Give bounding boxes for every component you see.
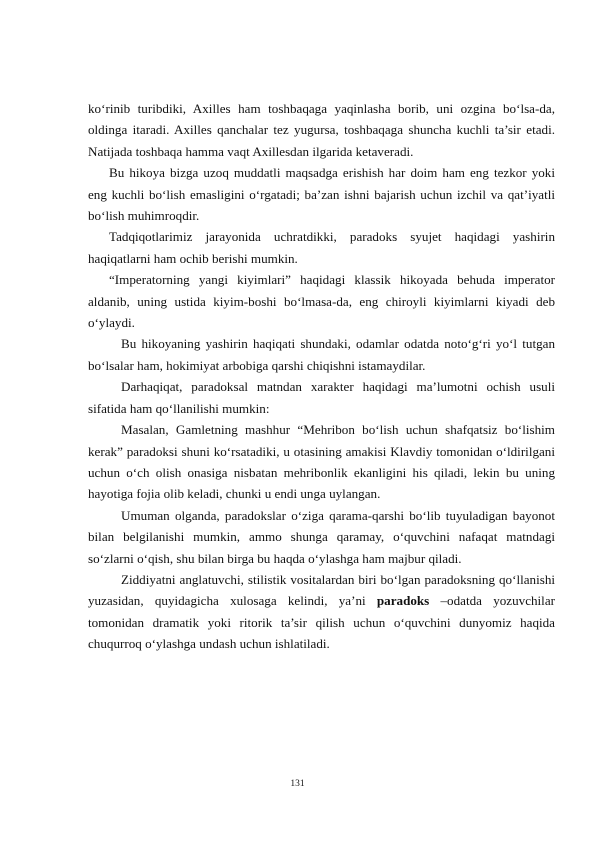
page-number: 131 [290,779,305,789]
paragraph-paradox-definition: Umuman olganda, paradokslar o‘ziga qarama-qarshi bo‘lib tuyuladigan bayonot bilan belgilanishi mumkin, ammo shunga qaramay, o‘quvchini nafaqat matndagi so‘zlarni o‘qish, shu bilan birga bu haqda o‘ylashga ham majbur qiladi. [88,507,555,566]
document-body [88,98,555,655]
paragraph-story-lesson: Bu hikoya bizga uzoq muddatli maqsadga erishish har doim ham eng tezkor yoki eng kuchli bo‘lish emasligini o‘rgatadi; ba’zan ishni bajarish uchun izchil va qat’iyatli bo‘lish muhimroqdir. [88,165,555,224]
conclusion-text-after: –odatda yozuvchilar tomonidan dramatik yoki ritorik ta’sir qilish uchun o‘quvchini dunyomiz haqida chuqurroq o‘ylashga undash uchun ishlatiladi. [88,593,555,652]
paragraph-hidden-truth: Bu hikoyaning yashirin haqiqati shundaki, odamlar odatda noto‘g‘ri yo‘l tutgan bo‘lsalar ham, hokimiyat arbobiga qarshi chiqishni istamaydilar. [88,336,555,373]
paragraph-conclusion [88,569,555,655]
paragraph-character-method: Darhaqiqat, paradoksal matndan xarakter haqidagi ma’lumotni ochish usuli sifatida ham qo‘llanilishi mumkin: [88,379,555,416]
conclusion-text-before: Ziddiyatni anglatuvchi, stilistik vositalardan biri bo‘lgan paradoksning qo‘llanishi yuzasidan, quyidagicha xulosaga kelindi, ya’ni [88,571,555,609]
conclusion-bold-term: paradoks [376,593,430,609]
paragraph-achilles-continuation: ko‘rinib turibdiki, Axilles ham toshbaqaga yaqinlasha borib, uni ozgina bo‘lsa-da, oldinga itaradi. Axilles qanchalar tez yugursa, toshbaqaga shuncha kuchli ta’sir etadi. Natijada toshbaqa hamma vaqt Axillesdan ilgarida ketaveradi. [88,101,555,159]
paragraph-research-finding: Tadqiqotlarimiz jarayonida uchratdikki, paradoks syujet haqidagi yashirin haqiqatlarni ham ochib berishi mumkin. [88,229,555,266]
paragraph-hamlet-example: Masalan, Gamletning mashhur “Mehribon bo‘lish uchun shafqatsiz bo‘lishim kerak” paradoksi shuni ko‘rsatadiki, u otasining amakisi Klavdiy tomonidan o‘ldirilgani uchun o‘ch olish onasiga nisbatan mehribonlik ekanligini his qiladi, lekin bu uning hayotiga fojia olib keladi, chunki u endi unga uylangan. [88,422,555,502]
paragraph-emperor-story: “Imperatorning yangi kiyimlari” haqidagi klassik hikoyada behuda imperator aldanib, uning ustida kiyim-boshi bo‘lmasa-da, eng chiroyli kiyimlarni kiyadi deb o‘ylaydi. [88,272,555,331]
